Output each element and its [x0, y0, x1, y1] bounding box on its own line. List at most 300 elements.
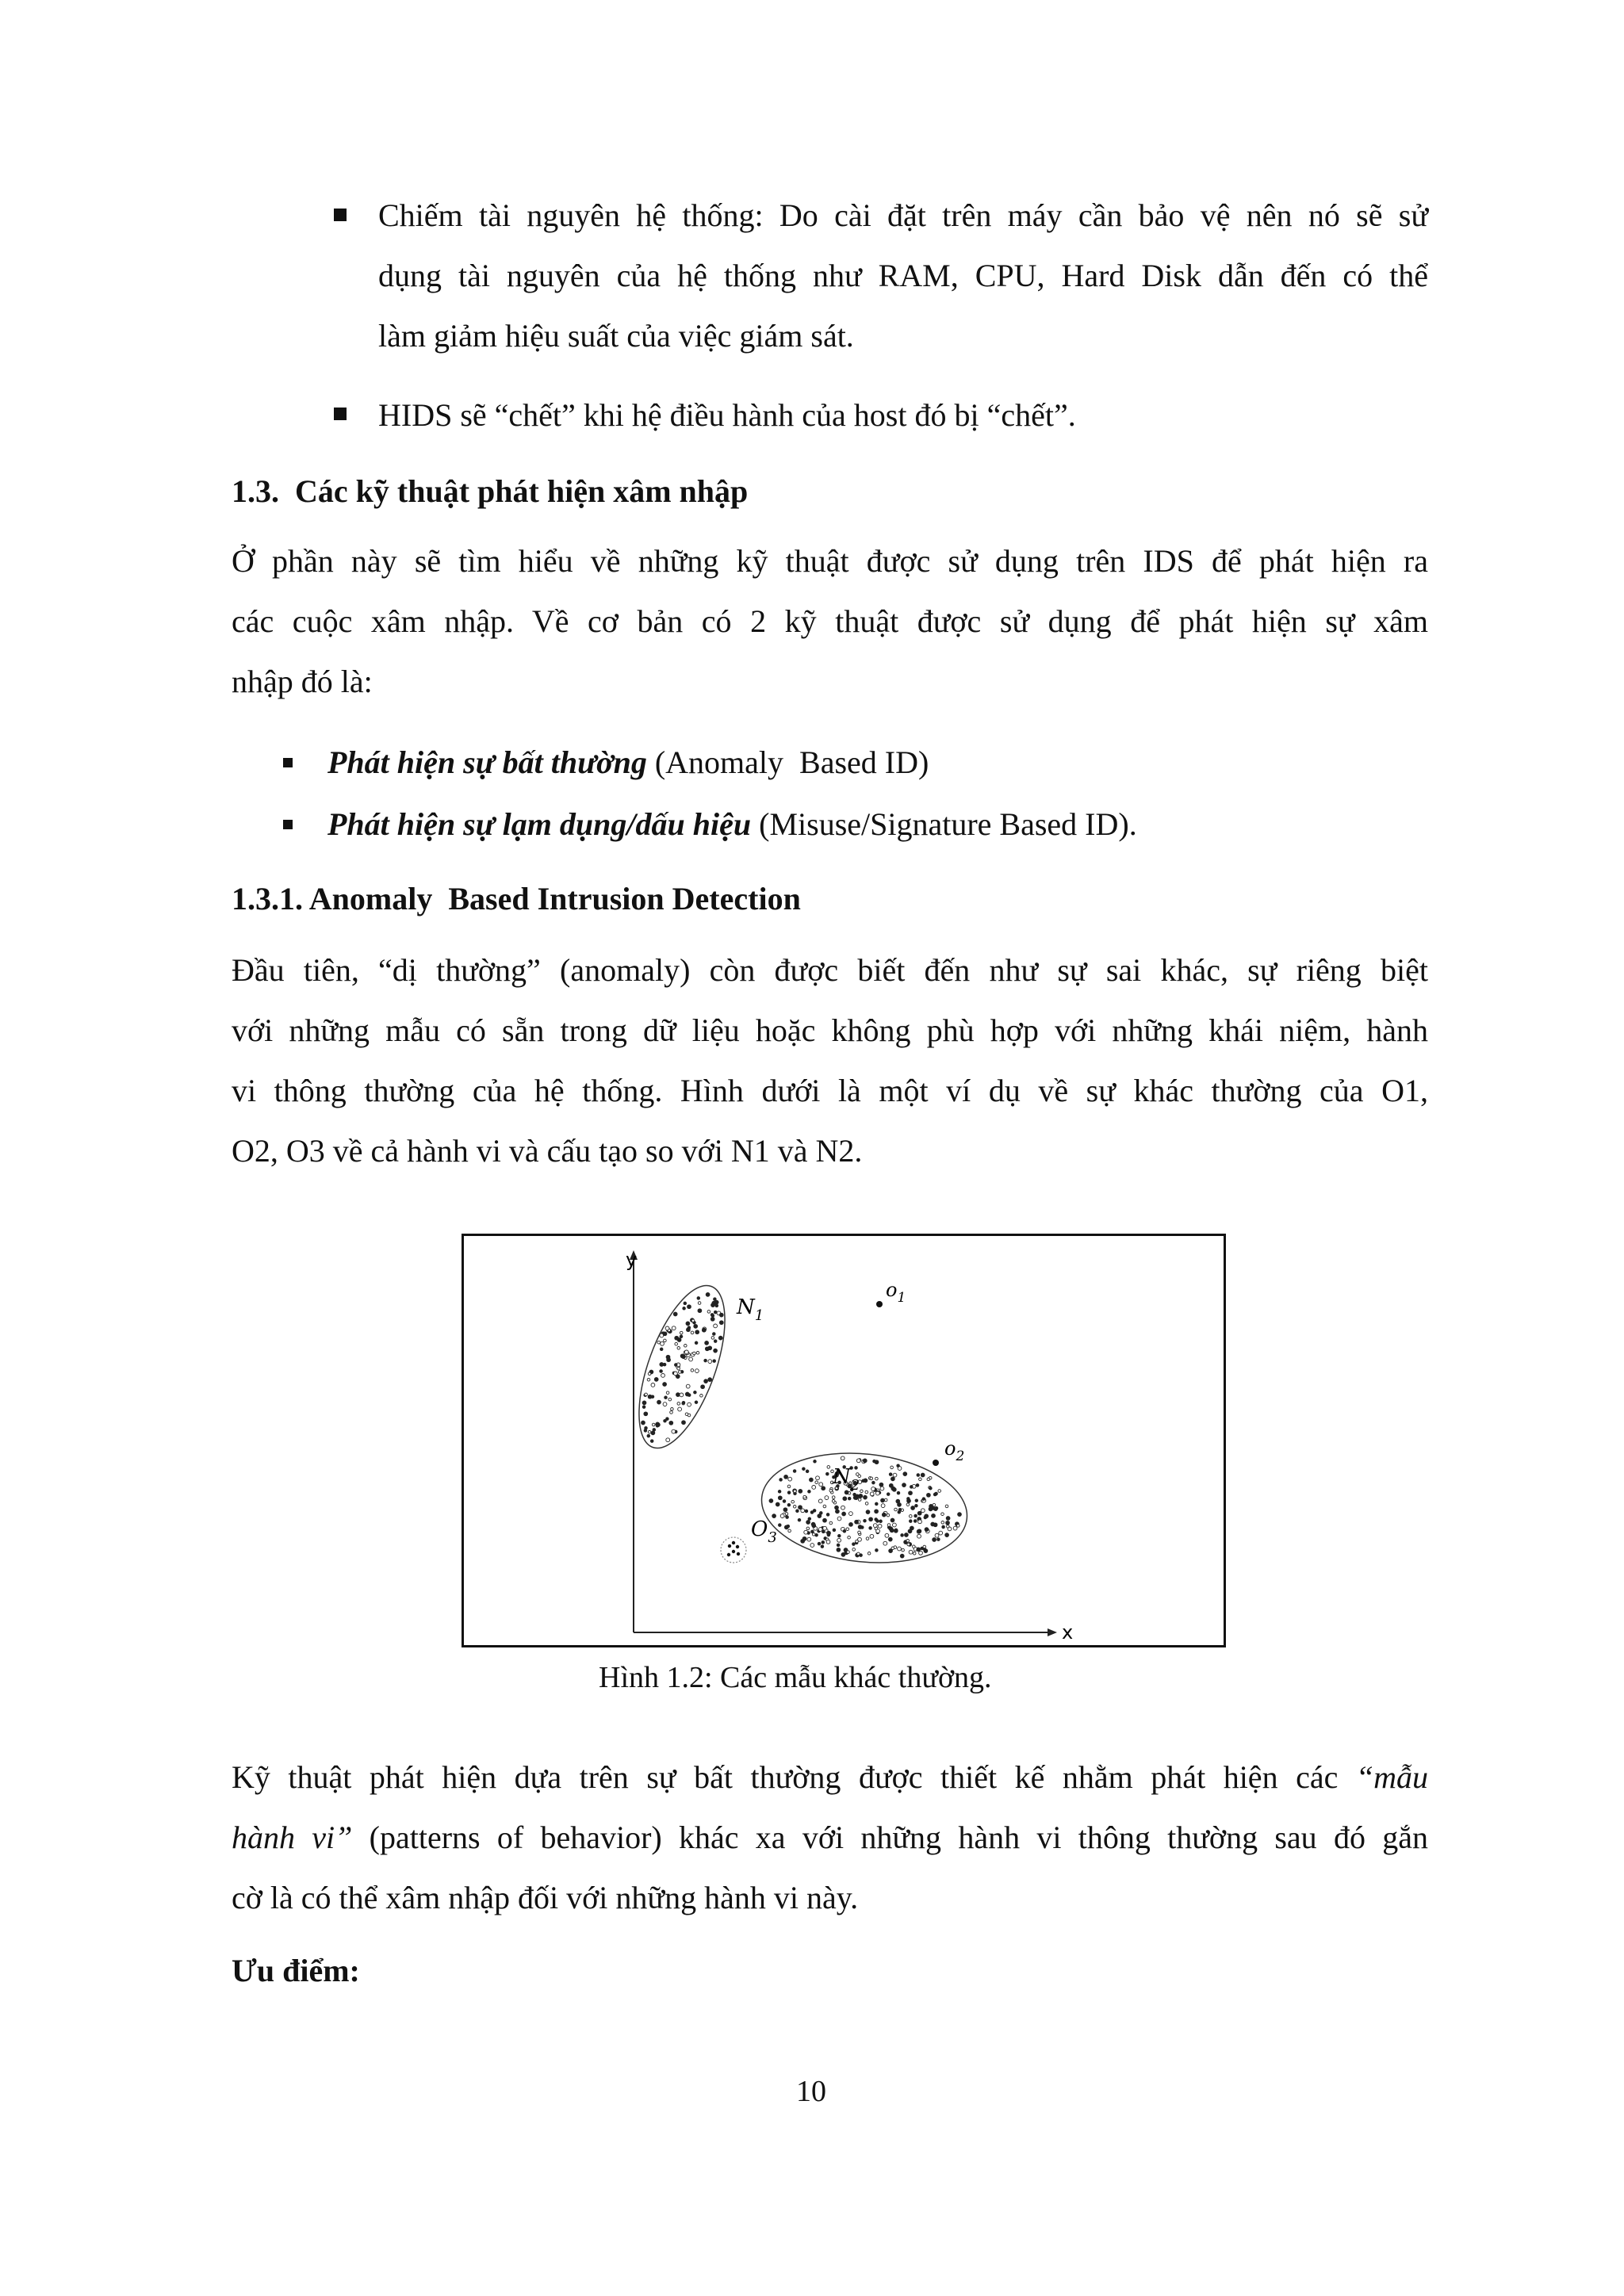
cluster-point: [710, 1317, 714, 1321]
cluster-point: [691, 1331, 694, 1334]
cluster-point: [808, 1517, 811, 1521]
cluster-point: [804, 1530, 808, 1534]
cluster-point: [704, 1359, 707, 1362]
technique-note: (Misuse/Signature Based ID).: [751, 806, 1137, 842]
cluster-point: [927, 1493, 931, 1497]
cluster-point: [661, 1374, 665, 1378]
cluster-point: [885, 1533, 889, 1537]
x-axis-arrow-icon: [1048, 1628, 1057, 1636]
cluster-point: [921, 1473, 925, 1477]
scatter-diagram: [464, 1236, 1224, 1645]
cluster-point: [946, 1517, 950, 1521]
cluster-point: [932, 1514, 936, 1518]
cluster-point: [713, 1333, 716, 1336]
cluster-point: [902, 1483, 906, 1487]
cluster-point: [935, 1507, 938, 1510]
cluster-point: [688, 1326, 691, 1330]
cluster-point: [799, 1506, 802, 1510]
anomaly-figure: [462, 1234, 1226, 1647]
cluster-point: [887, 1524, 891, 1527]
cluster-point: [677, 1347, 680, 1350]
cluster-point: [702, 1328, 706, 1332]
cluster-point: [957, 1525, 960, 1528]
cluster-point: [883, 1541, 887, 1545]
cluster-point: [778, 1496, 782, 1500]
n1-label: $N_1$: [737, 1295, 764, 1324]
cluster-point: [900, 1554, 904, 1558]
cluster-point: [686, 1384, 690, 1388]
cluster-point: [651, 1395, 654, 1399]
cluster-point: [814, 1460, 817, 1464]
cluster-point: [660, 1370, 663, 1373]
paragraph-line: với những mẫu có sẵn trong dữ liệu hoặc không phù hợp với những khái niệm, hành: [232, 1012, 1428, 1048]
cluster-point: [913, 1545, 916, 1548]
cluster-point: [843, 1497, 847, 1501]
cluster-point: [822, 1541, 825, 1544]
cluster-point: [905, 1533, 909, 1537]
cluster-point: [695, 1330, 699, 1334]
bullet-line: Chiếm tài nguyên hệ thống: Do cài đặt trên máy cần bảo vệ nên nó sẽ sử: [378, 197, 1428, 233]
cluster-point: [806, 1527, 810, 1530]
cluster-point: [776, 1502, 779, 1506]
text-run-italic: “mẫu: [1355, 1759, 1428, 1795]
cluster-point: [946, 1521, 950, 1525]
cluster-point: [695, 1369, 699, 1373]
cluster-point: [663, 1332, 667, 1336]
cluster-point: [863, 1459, 867, 1463]
cluster-point: [701, 1385, 705, 1389]
cluster-point: [665, 1396, 668, 1399]
cluster-point: [794, 1490, 797, 1493]
cluster-point: [832, 1500, 835, 1503]
cluster-point: [680, 1331, 683, 1334]
cluster-point: [784, 1475, 788, 1479]
cluster-point: [849, 1523, 853, 1527]
cluster-point: [657, 1423, 661, 1427]
cluster-point: [666, 1391, 669, 1395]
cluster-point: [849, 1512, 853, 1516]
cluster-point: [846, 1528, 849, 1531]
cluster-point: [848, 1536, 851, 1539]
cluster-point: [891, 1477, 895, 1481]
cluster-point: [917, 1529, 921, 1533]
cluster-point: [894, 1529, 898, 1533]
cluster-point: [837, 1517, 841, 1521]
cluster-point: [856, 1473, 860, 1476]
cluster-point: [772, 1514, 776, 1518]
cluster-point: [714, 1324, 718, 1328]
cluster-point: [934, 1493, 937, 1496]
cluster-point: [708, 1378, 712, 1382]
cluster-point: [826, 1513, 829, 1517]
cluster-point: [645, 1393, 648, 1396]
cluster-point: [832, 1496, 835, 1499]
cluster-point: [648, 1430, 651, 1433]
cluster-point: [785, 1513, 788, 1516]
cluster-point: [941, 1521, 944, 1525]
cluster-point: [870, 1534, 874, 1538]
cluster-point: [660, 1348, 663, 1351]
cluster-point: [875, 1510, 879, 1513]
cluster-point: [647, 1378, 650, 1381]
cluster-point: [787, 1503, 791, 1506]
cluster-point: [898, 1508, 902, 1511]
cluster-point: [783, 1500, 786, 1503]
cluster-point: [678, 1407, 682, 1411]
cluster-point: [822, 1487, 825, 1490]
cluster-point: [910, 1520, 913, 1523]
cluster-point: [821, 1545, 824, 1548]
cluster-point: [665, 1326, 669, 1330]
cluster-point: [783, 1508, 787, 1512]
cluster-point: [923, 1545, 926, 1548]
cluster-point: [897, 1491, 900, 1494]
cluster-point: [684, 1350, 688, 1354]
cluster-point: [697, 1297, 700, 1300]
cluster-point: [835, 1506, 839, 1510]
cluster-point: [677, 1367, 680, 1370]
cluster-point: [890, 1529, 894, 1533]
cluster-point: [719, 1313, 723, 1317]
cluster-point: [666, 1438, 670, 1442]
cluster-point: [694, 1325, 698, 1329]
cluster-point: [714, 1349, 718, 1353]
cluster-point: [803, 1495, 806, 1498]
cluster-point: [663, 1363, 666, 1366]
cluster-point: [684, 1345, 688, 1348]
cluster-point: [805, 1510, 808, 1513]
cluster-point: [786, 1516, 789, 1519]
y-axis-label: y: [626, 1249, 638, 1271]
n1-cluster-points: [642, 1293, 724, 1443]
cluster-point: [908, 1529, 912, 1533]
cluster-point: [679, 1371, 682, 1374]
cluster-point: [682, 1355, 686, 1359]
bullet-line: dụng tài nguyên của hệ thống như RAM, CPU, Hard Disk dẫn đến có thể: [378, 258, 1428, 293]
cluster-point: [852, 1548, 856, 1552]
cluster-point: [793, 1470, 796, 1473]
cluster-point: [787, 1491, 791, 1494]
cluster-point: [647, 1434, 650, 1437]
o1-point: [876, 1301, 883, 1307]
cluster-point: [657, 1341, 661, 1344]
cluster-point: [787, 1485, 791, 1488]
cluster-point: [711, 1303, 715, 1307]
cluster-point: [927, 1478, 930, 1481]
cluster-point: [682, 1421, 686, 1425]
square-bullet-icon: [334, 209, 347, 221]
cluster-point: [914, 1520, 917, 1523]
cluster-point: [945, 1533, 949, 1537]
cluster-point: [878, 1525, 882, 1529]
cluster-point: [674, 1372, 678, 1376]
cluster-point: [696, 1352, 699, 1355]
paragraph-line: Ở phần này sẽ tìm hiểu về những kỹ thuật được sử dụng trên IDS để phát hiện ra: [232, 543, 1428, 579]
cluster-point: [642, 1406, 645, 1409]
cluster-point: [875, 1518, 878, 1521]
figure-caption: Hình 1.2: Các mẫu khác thường.: [599, 1661, 992, 1694]
cluster-point: [670, 1411, 673, 1414]
cluster-point: [858, 1525, 862, 1529]
cluster-point: [882, 1513, 886, 1517]
paragraph-line: O2, O3 về cả hành vi và cấu tạo so với N1 và N2.: [232, 1133, 863, 1169]
cluster-point: [848, 1497, 851, 1500]
cluster-point: [827, 1531, 831, 1535]
cluster-point: [806, 1521, 810, 1525]
square-bullet-icon: [283, 820, 293, 829]
cluster-point: [864, 1495, 868, 1499]
cluster-point: [894, 1508, 898, 1511]
cluster-point: [865, 1502, 868, 1506]
cluster-point: [793, 1506, 796, 1509]
o3-label: $O_3$: [751, 1517, 777, 1546]
cluster-point: [942, 1525, 945, 1529]
cluster-point: [909, 1491, 913, 1495]
cluster-point: [873, 1524, 877, 1528]
cluster-point: [913, 1552, 916, 1556]
cluster-point: [826, 1472, 829, 1475]
cluster-point: [893, 1473, 897, 1477]
cluster-point: [810, 1478, 814, 1482]
cluster-point: [711, 1337, 714, 1340]
cluster-point: [866, 1537, 869, 1540]
cluster-point: [682, 1401, 685, 1404]
o2-point: [933, 1460, 939, 1466]
cluster-point: [688, 1402, 691, 1406]
cluster-point: [710, 1314, 714, 1317]
cluster-point: [841, 1506, 845, 1510]
cluster-point: [941, 1513, 944, 1516]
cluster-point: [810, 1511, 814, 1514]
cluster-point: [695, 1401, 698, 1404]
cluster-point: [706, 1293, 710, 1297]
cluster-point: [907, 1498, 910, 1501]
cluster-point: [680, 1335, 683, 1338]
cluster-point: [650, 1440, 653, 1443]
cluster-point: [715, 1304, 718, 1307]
section-heading: 1.3. Các kỹ thuật phát hiện xâm nhập: [232, 473, 749, 509]
cluster-point: [695, 1341, 698, 1345]
cluster-point: [958, 1513, 962, 1517]
cluster-point: [864, 1519, 867, 1522]
cluster-point: [810, 1544, 814, 1548]
cluster-point: [714, 1298, 717, 1301]
cluster-point: [796, 1510, 799, 1513]
cluster-point: [779, 1479, 783, 1482]
cluster-point: [663, 1383, 667, 1387]
cluster-point: [916, 1484, 919, 1487]
cluster-point: [917, 1474, 920, 1477]
cluster-point: [672, 1326, 676, 1330]
cluster-point: [891, 1487, 895, 1490]
cluster-point: [823, 1518, 827, 1522]
cluster-point: [780, 1514, 784, 1518]
cluster-point: [694, 1391, 697, 1394]
cluster-point: [808, 1490, 811, 1494]
paragraph-line: vi thông thường của hệ thống. Hình dưới là một ví dụ về sự khác thường của O1,: [232, 1073, 1428, 1108]
cluster-point: [784, 1525, 788, 1529]
cluster-point: [802, 1468, 806, 1471]
cluster-point: [719, 1321, 723, 1325]
cluster-point: [935, 1533, 939, 1537]
cluster-point: [923, 1548, 926, 1552]
cluster-point: [898, 1547, 902, 1551]
cluster-point: [924, 1516, 927, 1519]
cluster-point: [691, 1369, 694, 1372]
cluster-point: [884, 1498, 887, 1502]
cluster-point: [818, 1542, 821, 1545]
cluster-point: [945, 1505, 948, 1508]
technique-note: (Anomaly Based ID): [646, 744, 929, 780]
cluster-point: [642, 1401, 646, 1405]
cluster-point: [689, 1357, 693, 1361]
bullet-line: HIDS sẽ “chết” khi hệ điều hành của host đó bị “chết”.: [378, 397, 1076, 433]
cluster-point: [654, 1378, 658, 1382]
cluster-point: [947, 1525, 950, 1529]
cluster-point: [675, 1336, 679, 1340]
bullet-line: làm giảm hiệu suất của việc giám sát.: [378, 318, 854, 354]
cluster-point: [903, 1472, 907, 1476]
cluster-point: [664, 1339, 667, 1342]
cluster-point: [705, 1341, 709, 1345]
cluster-point: [827, 1466, 830, 1469]
cluster-point: [837, 1544, 840, 1547]
cluster-point: [870, 1492, 874, 1496]
text-run-italic: hành vi”: [232, 1820, 353, 1855]
square-bullet-icon: [283, 758, 293, 767]
cluster-point: [788, 1529, 791, 1533]
cluster-point: [917, 1511, 921, 1515]
cluster-point: [651, 1431, 655, 1435]
cluster-point: [843, 1530, 846, 1533]
cluster-point: [918, 1520, 922, 1524]
cluster-point: [910, 1515, 913, 1518]
cluster-point: [841, 1456, 845, 1460]
cluster-point: [675, 1364, 678, 1367]
cluster-point: [879, 1520, 883, 1523]
cluster-point: [668, 1398, 672, 1401]
cluster-point: [791, 1500, 795, 1503]
cluster-point: [698, 1309, 702, 1313]
paragraph-line: nhập đó là:: [232, 664, 373, 699]
cluster-point: [714, 1311, 717, 1314]
cluster-point: [663, 1402, 667, 1406]
text-run: (patterns of behavior) khác xa với những hành vi thông thường sau đó gắn: [352, 1820, 1428, 1855]
cluster-point: [684, 1302, 687, 1305]
cluster-point: [644, 1412, 648, 1416]
n2-label: $N_2$: [833, 1465, 860, 1494]
cluster-point: [815, 1481, 818, 1484]
cluster-point: [939, 1531, 943, 1535]
cluster-point: [881, 1498, 885, 1502]
text-run: Kỹ thuật phát hiện dựa trên sự bất thường được thiết kế nhằm phát hiện các: [232, 1759, 1356, 1795]
cluster-point: [919, 1478, 922, 1481]
cluster-point: [769, 1499, 773, 1503]
cluster-point: [812, 1533, 815, 1536]
cluster-point: [651, 1383, 655, 1387]
cluster-point: [855, 1497, 858, 1500]
cluster-point: [836, 1510, 840, 1513]
cluster-point: [917, 1534, 921, 1538]
cluster-point: [842, 1512, 846, 1516]
cluster-point: [852, 1543, 856, 1546]
cluster-point: [644, 1429, 647, 1433]
cluster-point: [889, 1473, 892, 1476]
cluster-point: [915, 1504, 918, 1507]
x-axis-label: x: [1062, 1621, 1074, 1644]
subsection-heading: 1.3.1. Anomaly Based Intrusion Detection: [232, 881, 801, 916]
cluster-point: [893, 1523, 897, 1527]
cluster-point: [875, 1502, 879, 1506]
cluster-point: [648, 1372, 651, 1376]
cluster-point: [925, 1528, 929, 1532]
cluster-point: [855, 1467, 858, 1470]
cluster-point: [870, 1477, 873, 1480]
cluster-point: [932, 1507, 935, 1510]
cluster-point: [823, 1526, 827, 1530]
cluster-point: [820, 1512, 823, 1515]
o2-label: $o_2$: [944, 1437, 965, 1464]
cluster-point: [937, 1538, 940, 1541]
cluster-point: [713, 1360, 716, 1363]
cluster-point: [686, 1322, 690, 1326]
paragraph-line: cờ là có thể xâm nhập đối với những hành vi này.: [232, 1880, 859, 1915]
cluster-point: [881, 1504, 885, 1508]
cluster-point: [693, 1352, 696, 1355]
cluster-point: [704, 1380, 708, 1383]
cluster-point: [869, 1517, 873, 1521]
cluster-point: [823, 1505, 826, 1508]
cluster-point: [921, 1509, 925, 1513]
cluster-point: [858, 1498, 861, 1502]
cluster-point: [833, 1529, 836, 1532]
cluster-point: [705, 1347, 709, 1351]
cluster-point: [910, 1486, 914, 1489]
cluster-point: [902, 1548, 905, 1552]
cluster-point: [779, 1524, 782, 1527]
technique-item: [327, 794, 1137, 855]
cluster-point: [669, 1421, 673, 1425]
cluster-point: [860, 1490, 864, 1493]
cluster-point: [875, 1477, 879, 1480]
cluster-point: [718, 1336, 722, 1340]
n1-cluster-outline: [622, 1275, 743, 1459]
cluster-point: [819, 1483, 823, 1487]
cluster-point: [838, 1534, 841, 1537]
o3-cluster-points: [727, 1541, 740, 1556]
cluster-point: [915, 1499, 918, 1502]
cluster-point: [837, 1538, 841, 1542]
cluster-point: [816, 1476, 820, 1480]
cluster-point: [829, 1521, 833, 1525]
paragraph-line: các cuộc xâm nhập. Về cơ bản có 2 kỹ thuật được sử dụng để phát hiện sự xâm: [232, 603, 1428, 639]
cluster-point: [907, 1543, 910, 1546]
cluster-point: [812, 1486, 816, 1490]
cluster-point: [856, 1540, 859, 1543]
cluster-point: [688, 1305, 691, 1309]
cluster-point: [685, 1392, 689, 1396]
cluster-point: [799, 1490, 802, 1494]
cluster-point: [677, 1402, 680, 1406]
cluster-point: [672, 1429, 676, 1433]
technique-item: [327, 733, 929, 793]
technique-name: Phát hiện sự bất thường: [327, 744, 647, 780]
cluster-point: [914, 1514, 917, 1517]
cluster-point: [666, 1418, 669, 1421]
cluster-point: [879, 1483, 883, 1487]
n2-cluster-points: [769, 1456, 961, 1558]
cluster-point: [683, 1307, 686, 1311]
